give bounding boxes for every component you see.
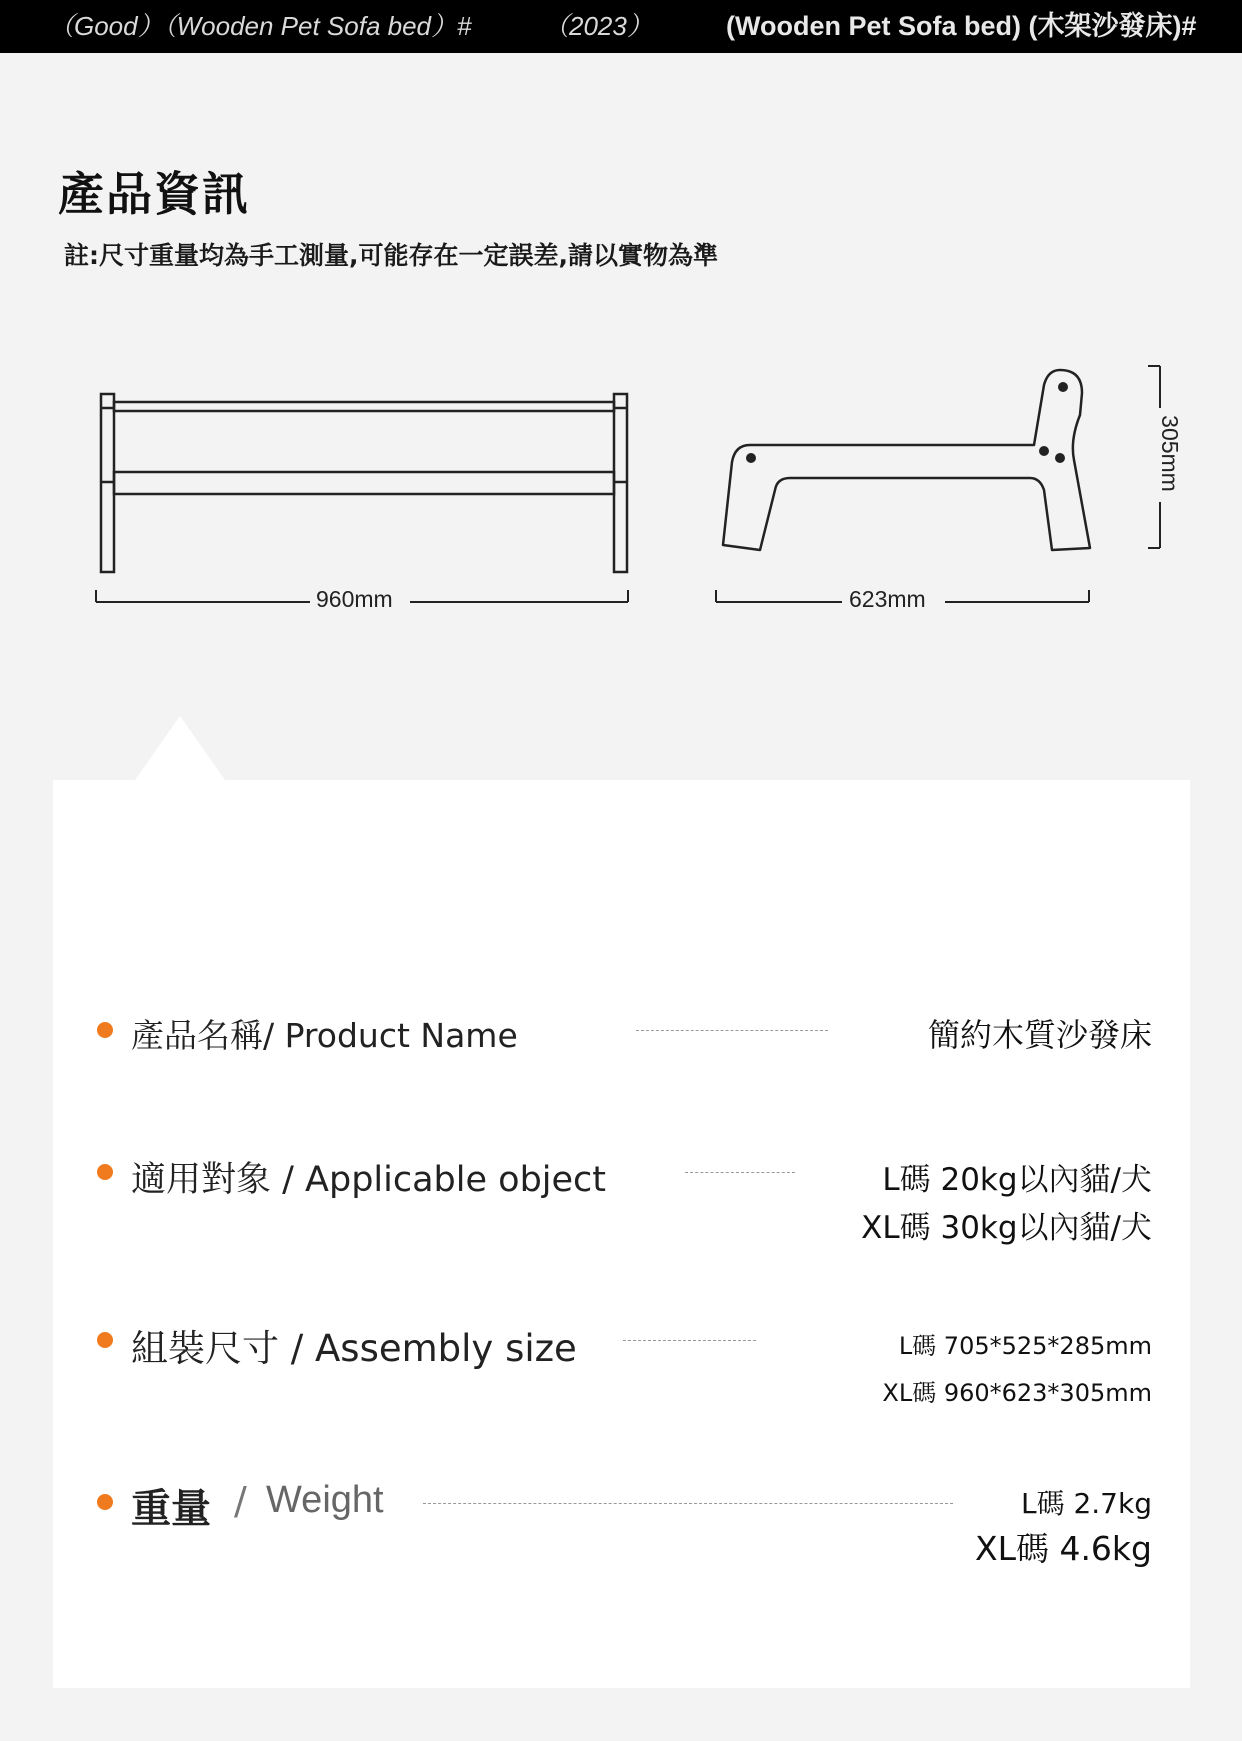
spec-label-en: Weight xyxy=(266,1479,384,1521)
card-pointer xyxy=(135,716,225,780)
spec-value: 簡約木質沙發床 xyxy=(927,1016,1152,1054)
spec-label: 產品名稱/ Product Name xyxy=(131,1016,518,1055)
spec-value-xl: XL碼 4.6kg xyxy=(974,1529,1152,1568)
banner-year: （2023） xyxy=(543,11,653,41)
spec-label-separator: / xyxy=(234,1479,247,1523)
bullet-dot xyxy=(97,1332,113,1348)
dashed-leader xyxy=(623,1340,756,1341)
product-dimension-diagram xyxy=(0,350,1242,630)
depth-label: 623mm xyxy=(843,586,932,613)
side-view-bolts xyxy=(746,382,1068,463)
measurement-note: 註:尺寸重量均為手工測量,可能存在一定誤差,請以實物為準 xyxy=(64,241,718,270)
dashed-leader xyxy=(423,1503,953,1504)
spec-value-xl: XL碼 30kg以內貓/犬 xyxy=(861,1210,1152,1246)
banner-title-right: (Wooden Pet Sofa bed) (木架沙發床)# xyxy=(726,11,1197,41)
side-view-drawing xyxy=(723,370,1090,550)
bullet-dot xyxy=(97,1494,113,1510)
spec-value-xl: XL碼 960*623*305mm xyxy=(882,1379,1152,1407)
spec-value-l: L碼 20kg以內貓/犬 xyxy=(882,1162,1152,1198)
spec-label: 組裝尺寸 / Assembly size xyxy=(131,1327,577,1370)
spec-label: 適用對象 / Applicable object xyxy=(131,1160,607,1200)
spec-card xyxy=(53,780,1190,1688)
section-title: 產品資訊 xyxy=(58,167,250,221)
spec-value-l: L碼 705*525*285mm xyxy=(898,1332,1152,1360)
top-banner xyxy=(0,0,1242,53)
front-view-drawing xyxy=(101,394,627,572)
height-label: 305mm xyxy=(1156,409,1183,498)
width-label: 960mm xyxy=(310,586,399,613)
spec-label-cn: 重量 xyxy=(131,1486,211,1532)
banner-title-left: （Good）（Wooden Pet Sofa bed）# xyxy=(48,11,472,41)
dashed-leader xyxy=(685,1172,795,1173)
bullet-dot xyxy=(97,1022,113,1038)
bullet-dot xyxy=(97,1164,113,1180)
spec-value-l: L碼 2.7kg xyxy=(1020,1487,1152,1520)
dashed-leader xyxy=(636,1030,828,1031)
